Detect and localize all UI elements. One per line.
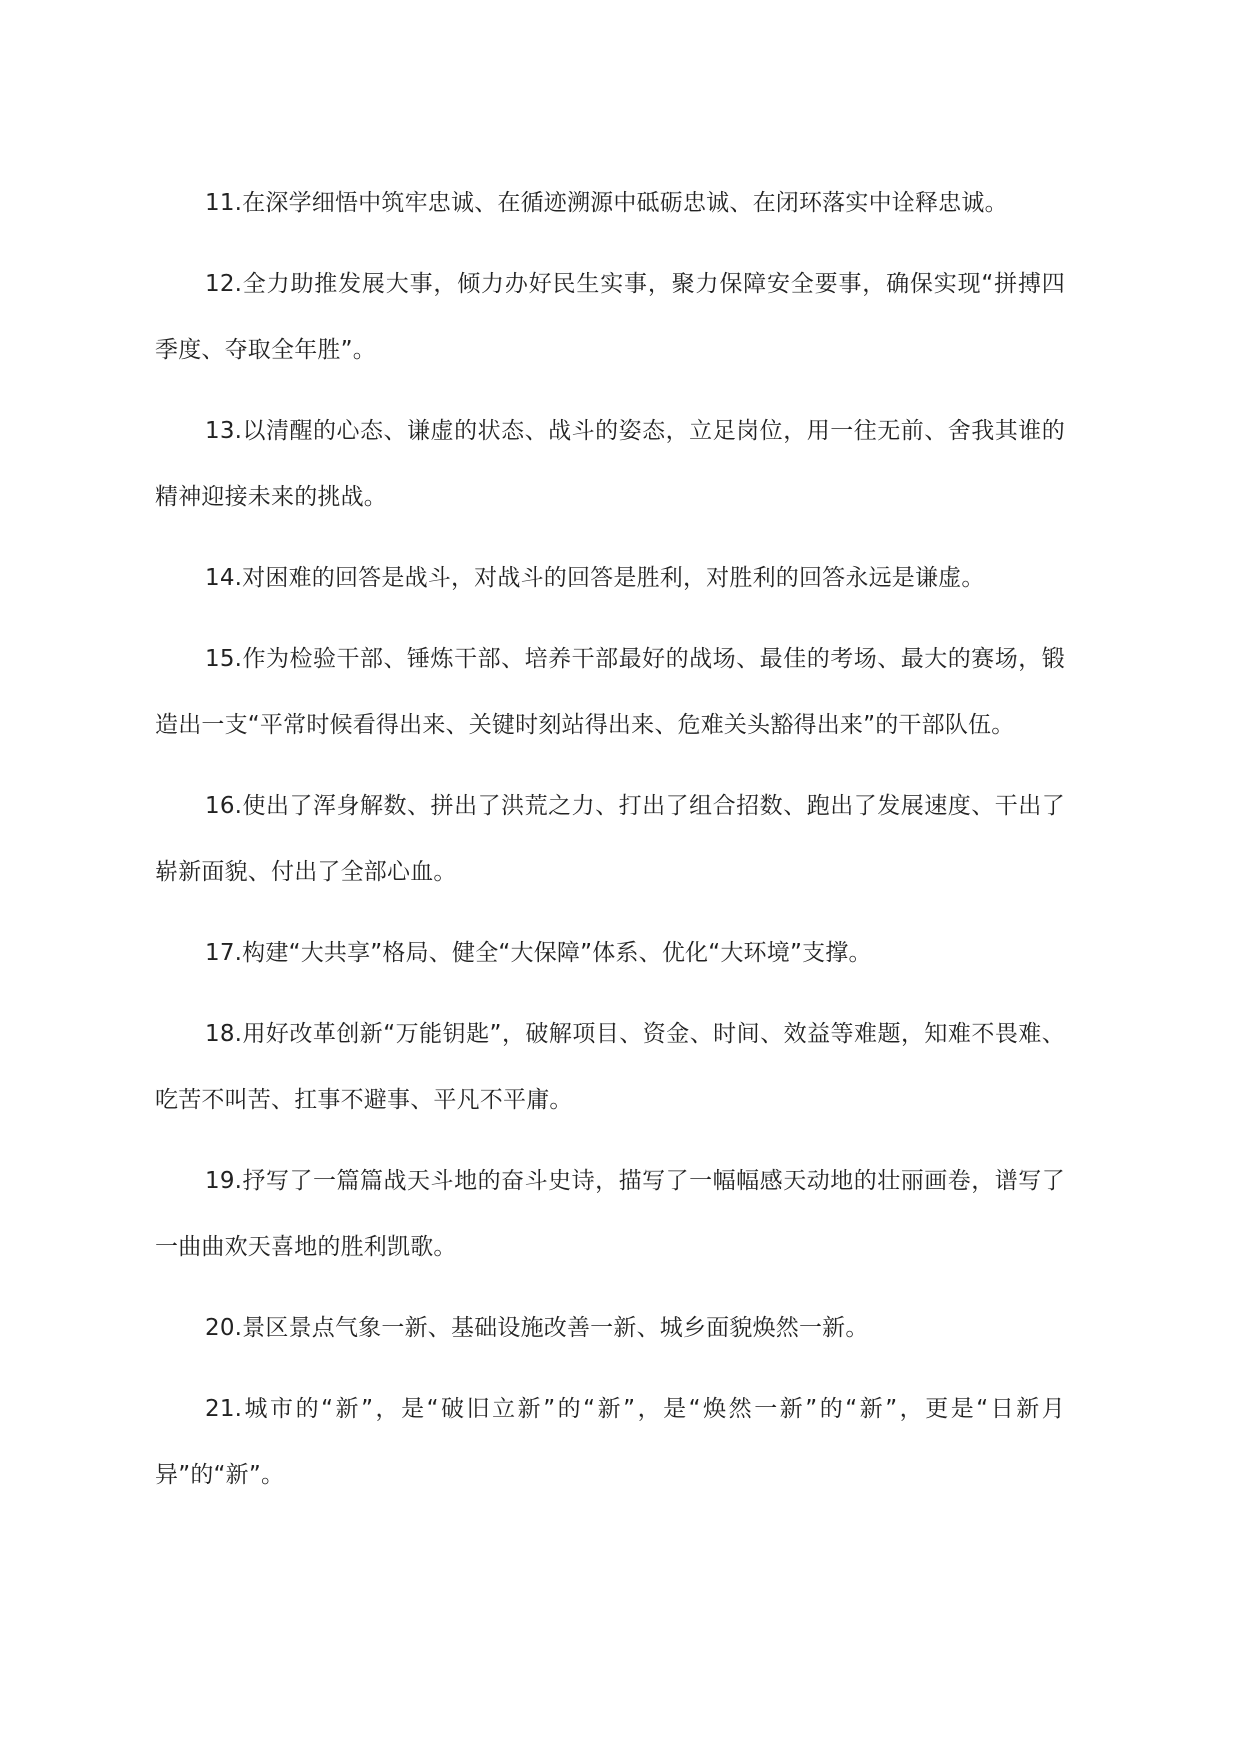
document-page xyxy=(155,170,1065,1523)
paragraph-20: 20.景区景点气象一新、基础设施改善一新、城乡面貌焕然一新。 xyxy=(205,1315,869,1341)
paragraph-15: 15.作为检验干部、锤炼干部、培养干部最好的战场、最佳的考场、最大的赛场，锻造出一支“平常时候看得出来、关键时刻站得出来、危难关头豁得出来”的干部队伍。 xyxy=(155,646,1065,738)
paragraph-19: 19.抒写了一篇篇战天斗地的奋斗史诗，描写了一幅幅感天动地的壮丽画卷，谱写了一曲曲欢天喜地的胜利凯歌。 xyxy=(155,1168,1065,1260)
paragraph-17: 17.构建“大共享”格局、健全“大保障”体系、优化“大环境”支撑。 xyxy=(205,940,872,966)
paragraph-12: 12.全力助推发展大事，倾力办好民生实事，聚力保障安全要事，确保实现“拼搏四季度、夺取全年胜”。 xyxy=(155,271,1065,363)
paragraph-18: 18.用好改革创新“万能钥匙”，破解项目、资金、时间、效益等难题，知难不畏难、吃苦不叫苦、扛事不避事、平凡不平庸。 xyxy=(155,1021,1065,1113)
paragraph-14: 14.对困难的回答是战斗，对战斗的回答是胜利，对胜利的回答永远是谦虚。 xyxy=(205,565,985,591)
paragraph-11: 11.在深学细悟中筑牢忠诚、在循迹溯源中砥砺忠诚、在闭环落实中诠释忠诚。 xyxy=(205,190,1008,216)
paragraph-16: 16.使出了浑身解数、拼出了洪荒之力、打出了组合招数、跑出了发展速度、干出了崭新面貌、付出了全部心血。 xyxy=(155,793,1065,885)
paragraph-13: 13.以清醒的心态、谦虚的状态、战斗的姿态，立足岗位，用一往无前、舍我其谁的精神迎接未来的挑战。 xyxy=(155,418,1065,510)
paragraph-21: 21.城市的“新”，是“破旧立新”的“新”，是“焕然一新”的“新”，更是“日新月异”的“新”。 xyxy=(155,1396,1065,1488)
